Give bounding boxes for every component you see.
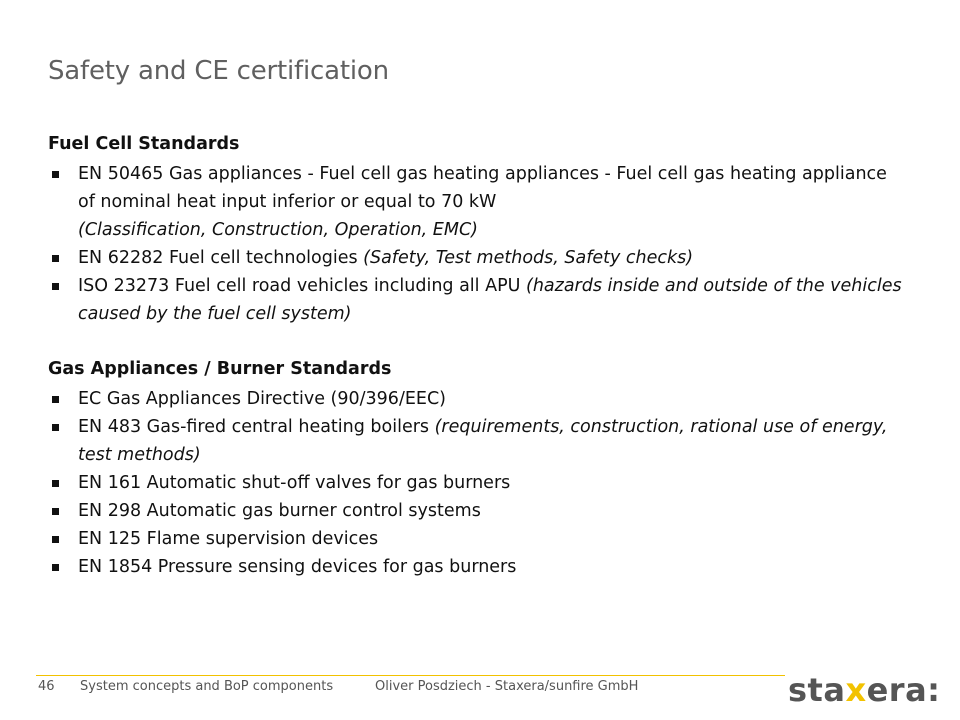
list-item (48, 385, 908, 413)
item-text: EN 483 Gas-fired central heating boilers (78, 417, 435, 437)
list-item (48, 272, 908, 328)
item-text: EN 298 Automatic gas burner control systems (78, 501, 481, 521)
fuel-cell-standards-list (48, 160, 908, 328)
page-number: 46 (38, 679, 55, 694)
item-text: EC Gas Appliances Directive (90/396/EEC) (78, 389, 446, 409)
list-item (48, 525, 908, 553)
section-heading-fuel-cell: Fuel Cell Standards (48, 134, 240, 154)
item-text: ISO 23273 Fuel cell road vehicles including all APU (78, 276, 526, 296)
item-italic: (Safety, Test methods, Safety checks) (363, 248, 694, 268)
logo-text-part3: era (866, 671, 928, 709)
slide-content (48, 130, 908, 581)
item-text: EN 1854 Pressure sensing devices for gas burners (78, 557, 517, 577)
footer-divider (36, 675, 785, 676)
list-item (48, 469, 908, 497)
footer-author: Oliver Posdziech - Staxera/sunfire GmbH (375, 679, 639, 694)
list-item (48, 553, 908, 581)
logo-text-x: x (845, 671, 867, 709)
list-item (48, 244, 908, 272)
footer-section: System concepts and BoP components (80, 679, 334, 694)
item-text: EN 62282 Fuel cell technologies (78, 248, 364, 268)
item-italic: (requirements, construction, rational use of energy, test methods) (78, 417, 888, 465)
item-text: EN 50465 Gas appliances - Fuel cell gas heating appliances - Fuel cell gas heating appliance of nominal heat input inferior or equal to 70 kW (78, 164, 887, 212)
slide-title: Safety and CE certification (48, 56, 389, 86)
item-text: EN 125 Flame supervision devices (78, 529, 379, 549)
section-heading-gas-appliances: Gas Appliances / Burner Standards (48, 359, 392, 379)
gas-appliance-standards-list (48, 385, 908, 581)
staxera-logo (788, 671, 940, 709)
list-item (48, 497, 908, 525)
item-italic: (Classification, Construction, Operation, EMC) (78, 220, 478, 240)
item-italic: (hazards inside and outside of the vehicles caused by the fuel cell system) (78, 276, 902, 324)
item-text: EN 161 Automatic shut-off valves for gas burners (78, 473, 511, 493)
logo-text-part1: sta (788, 671, 846, 709)
logo-text-part4: : (927, 671, 941, 709)
list-item (48, 413, 908, 469)
list-item (48, 160, 908, 244)
